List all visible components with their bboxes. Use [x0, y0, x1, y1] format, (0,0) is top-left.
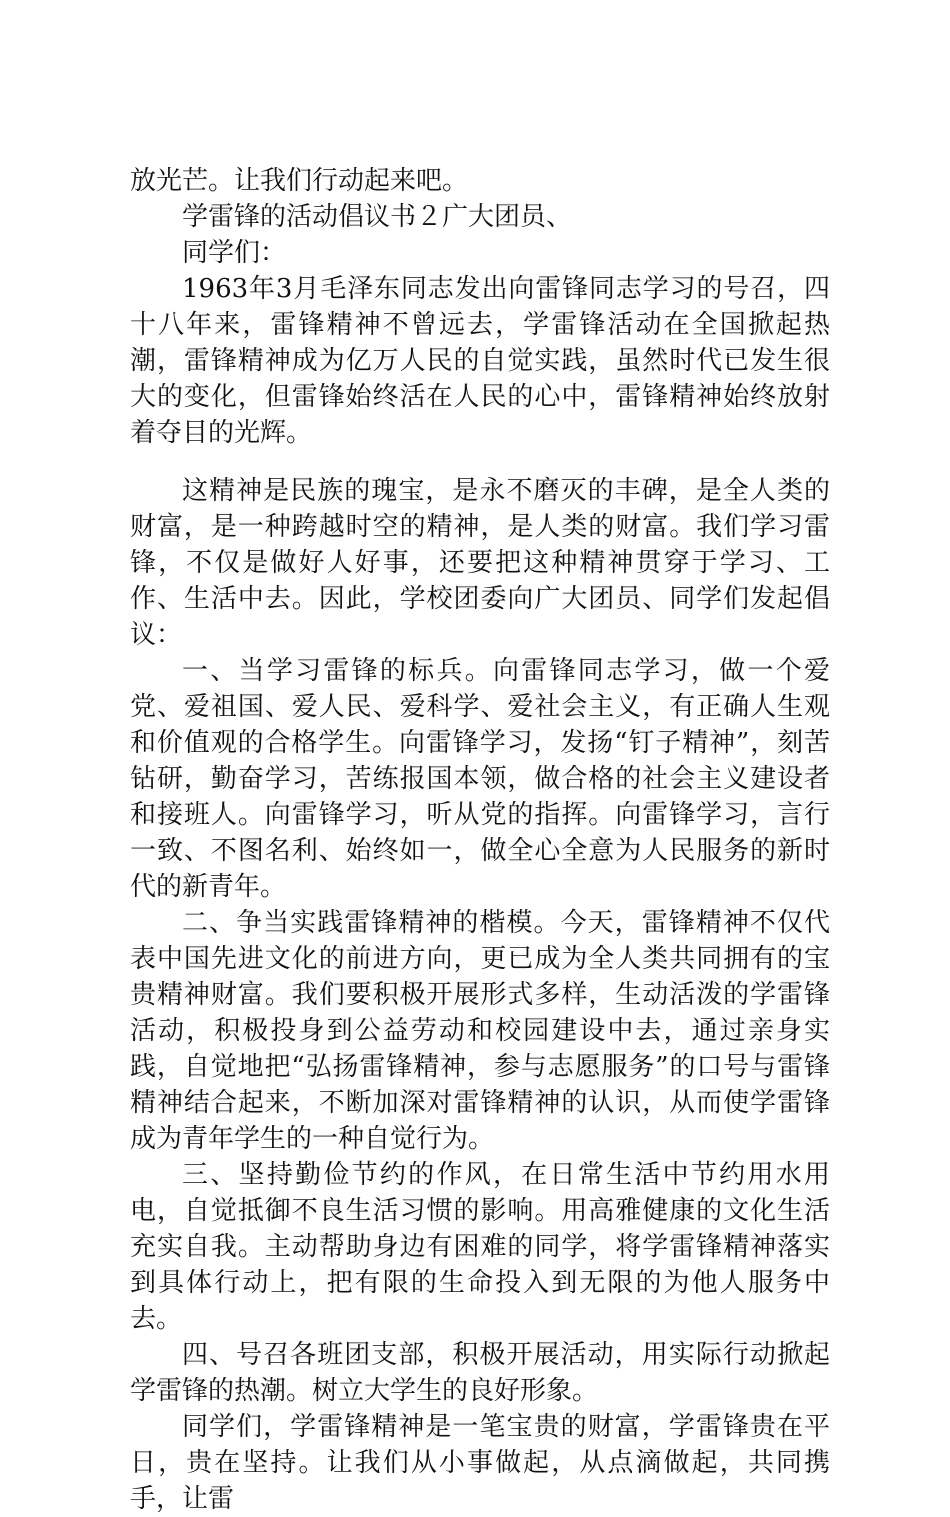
paragraph-6: 一、当学习雷锋的标兵。向雷锋同志学习，做一个爱党、爱祖国、爱人民、爱科学、爱社会主义，有正确人生观和价值观的合格学生。向雷锋学习，发扬“钉子精神”，刻苦钻研，勤奋学习，苦练报国本领，做合格的社会主义建设者和接班人。向雷锋学习，听从党的指挥。向雷锋学习，言行一致、不图名利、始终如一，做全心全意为人民服务的新时代的新青年。 [130, 656, 830, 902]
paragraph-2: 学雷锋的活动倡议书２广大团员、 [182, 202, 573, 232]
paragraph-3: 同学们： [182, 238, 287, 268]
paragraph-9: 四、号召各班团支部，积极开展活动，用实际行动掀起学雷锋的热潮。树立大学生的良好形象。 [130, 1340, 830, 1406]
paragraph-1: 放光芒。让我们行动起来吧。 [130, 166, 469, 196]
paragraph-8: 三、坚持勤俭节约的作风，在日常生活中节约用水用电，自觉抵御不良生活习惯的影响。用高雅健康的文化生活充实自我。主动帮助身边有困难的同学，将学雷锋精神落实到具体行动上，把有限的生命投入到无限的为他人服务中去。 [130, 1160, 830, 1334]
paragraph-4: 1963年3月毛泽东同志发出向雷锋同志学习的号召，四十八年来，雷锋精神不曾远去，学雷锋活动在全国掀起热潮，雷锋精神成为亿万人民的自觉实践，虽然时代已发生很大的变化，但雷锋始终活在人民的心中，雷锋精神始终放射着夺目的光辉。 [130, 274, 830, 448]
paragraph-10: 同学们，学雷锋精神是一笔宝贵的财富，学雷锋贵在平日，贵在坚持。让我们从小事做起，从点滴做起，共同携手，让雷 [130, 1412, 830, 1514]
paragraph-5: 这精神是民族的瑰宝，是永不磨灭的丰碑，是全人类的财富，是一种跨越时空的精神，是人类的财富。我们学习雷锋，不仅是做好人好事，还要把这种精神贯穿于学习、工作、生活中去。因此，学校团委向广大团员、同学们发起倡议： [130, 476, 830, 650]
paragraph-7: 二、争当实践雷锋精神的楷模。今天，雷锋精神不仅代表中国先进文化的前进方向，更已成为全人类共同拥有的宝贵精神财富。我们要积极开展形式多样，生动活泼的学雷锋活动，积极投身到公益劳动和校园建设中去，通过亲身实践，自觉地把“弘扬雷锋精神，参与志愿服务”的口号与雷锋精神结合起来，不断加深对雷锋精神的认识，从而使学雷锋成为青年学生的一种自觉行为。 [130, 908, 830, 1154]
document-page [130, 163, 830, 1517]
